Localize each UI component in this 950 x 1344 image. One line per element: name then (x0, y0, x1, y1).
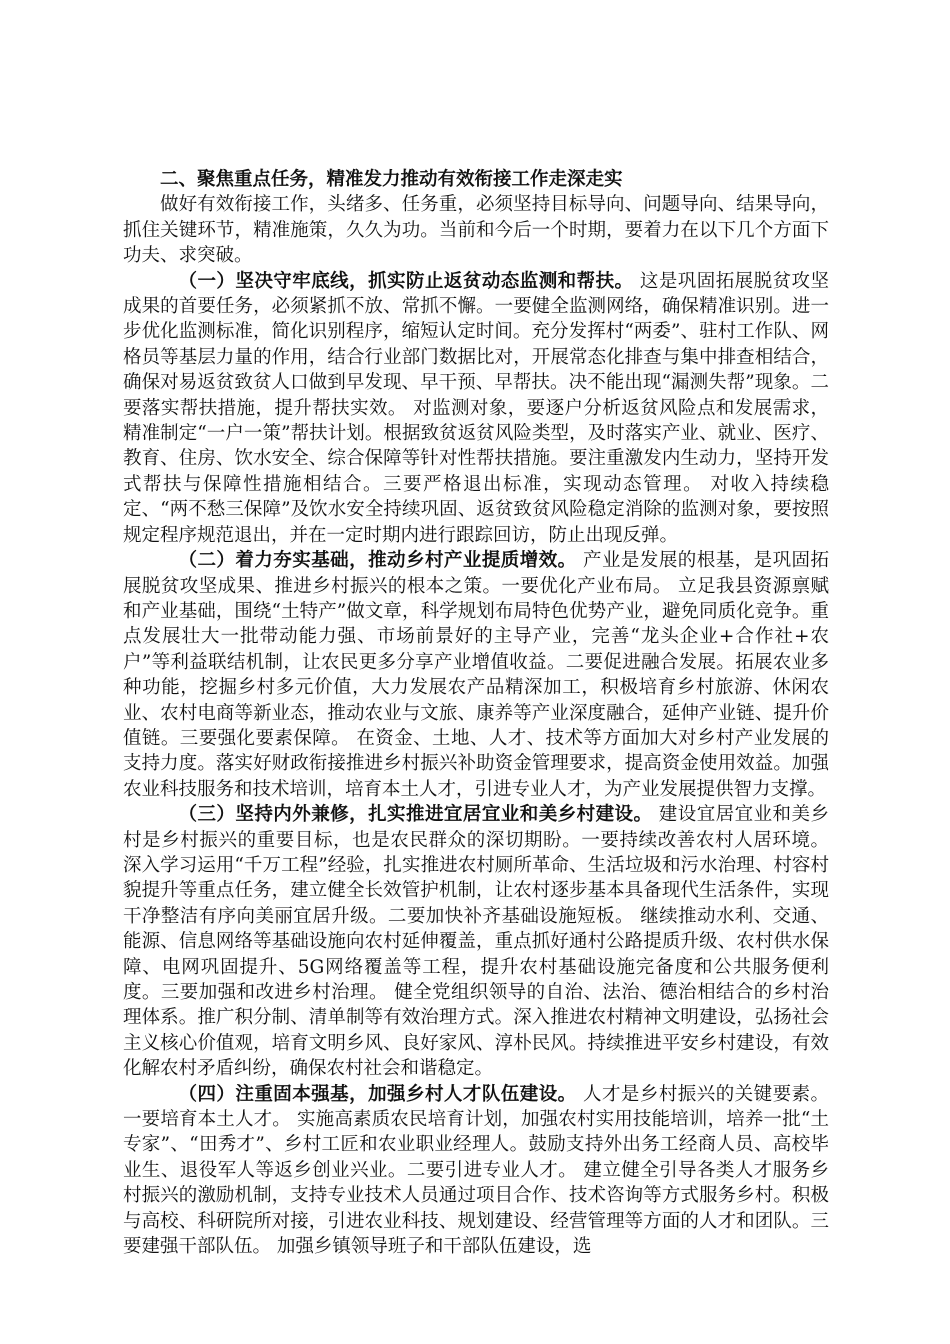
paragraph-2 (123, 548, 829, 802)
paragraph-body: 产业是发展的根基，是巩固拓展脱贫攻坚成果、推进乡村振兴的根本之策。一要优化产业布局。 立足我县资源禀赋和产业基础，围绕“土特产”做文章，科学规划布局特色优势产业，避免同质化竞争。重点发展壮大一批带动能力强、市场前景好的主导产业，完善“龙头企业+合作社+农户”等利益联结机制，让农民更多分享产业增值收益。二要促进融合发展。拓展农业多种功能，挖掘乡村多元价值，大力发展农产品精深加工，积极培育乡村旅游、休闲农业、农村电商等新业态，推动农业与文旅、康养等产业深度融合，延伸产业链、提升价值链。三要强化要素保障。 在资金、土地、人才、技术等方面加大对乡村产业发展的支持力度。落实好财政衔接推进乡村振兴补助资金管理要求，提高资金使用效益。加强农业科技服务和技术培训，培育本土人才，引进专业人才，为产业发展提供智力支撑。 (123, 550, 829, 800)
paragraph-body: 人才是乡村振兴的关键要素。一要培育本土人才。 实施高素质农民培育计划，加强农村实用技能培训，培养一批“土专家”、“田秀才”、乡村工匠和农业职业经理人。鼓励支持外出务工经商人员、高校毕业生、退役军人等返乡创业兴业。二要引进专业人才。 建立健全引导各类人才服务乡村振兴的激励机制，支持专业技术人员通过项目合作、技术咨询等方式服务乡村。积极与高校、科研院所对接，引进农业科技、规划建设、经营管理等方面的人才和团队。三要建强干部队伍。 加强乡镇领导班子和干部队伍建设，选 (123, 1083, 829, 1258)
paragraph-body: 这是巩固拓展脱贫攻坚成果的首要任务，必须紧抓不放、常抓不懈。一要健全监测网络，确保精准识别。进一步优化监测标准，简化识别程序，缩短认定时间。充分发挥村“两委”、驻村工作队、网格员等基层力量的作用，结合行业部门数据比对，开展常态化排查与集中排查相结合，确保对易返贫致贫人口做到早发现、早干预、早帮扶。决不能出现“漏测失帮”现象。二要落实帮扶措施，提升帮扶实效。 对监测对象，要逐户分析返贫风险点和发展需求，精准制定“一户一策”帮扶计划。根据致贫返贫风险类型，及时落实产业、就业、医疗、教育、住房、饮水安全、综合保障等针对性帮扶措施。要注重激发内生动力，坚持开发式帮扶与保障性措施相结合。三要严格退出标准，实现动态管理。 对收入持续稳定、“两不愁三保障”及饮水安全持续巩固、返贫致贫风险稳定消除的监测对象，要按照规定程序规范退出，并在一定时期内进行跟踪回访，防止出现反弹。 (123, 270, 829, 546)
paragraph-lead: （四）注重固本强基，加强乡村人才队伍建设。 (178, 1083, 577, 1105)
paragraph-lead: （二）着力夯实基础，推动乡村产业提质增效。 (178, 550, 577, 572)
paragraph-4 (123, 1082, 829, 1260)
paragraph-lead: （一）坚决守牢底线，抓实防止返贫动态监测和帮扶。 (178, 270, 634, 292)
paragraph-body: 建设宜居宜业和美乡村是乡村振兴的重要目标，也是农民群众的深切期盼。一要持续改善农村人居环境。 深入学习运用“千万工程”经验，扎实推进农村厕所革命、生活垃圾和污水治理、村容村貌提升等重点任务，建立健全长效管护机制，让农村逐步基本具备现代生活条件，实现干净整洁有序向美丽宜居升级。二要加快补齐基础设施短板。 继续推动水利、交通、能源、信息网络等基础设施向农村延伸覆盖，重点抓好通村公路提质升级、农村供水保障、电网巩固提升、5G网络覆盖等工程，提升农村基础设施完备度和公共服务便利度。三要加强和改进乡村治理。 健全党组织领导的自治、法治、德治相结合的乡村治理体系。推广积分制、清单制等有效治理方式。深入推进农村精神文明建设，弘扬社会主义核心价值观，培育文明乡风、良好家风、淳朴民风。持续推进平安乡村建设，有效化解农村矛盾纠纷，确保农村社会和谐稳定。 (123, 804, 829, 1080)
paragraph-lead: （三）坚持内外兼修，扎实推进宜居宜业和美乡村建设。 (178, 804, 653, 826)
document-page (123, 167, 829, 1259)
intro-paragraph: 做好有效衔接工作，头绪多、任务重，必须坚持目标导向、问题导向、结果导向，抓住关键环节，精准施策，久久为功。当前和今后一个时期，要着力在以下几个方面下功夫、求突破。 (123, 194, 829, 267)
paragraph-3 (123, 802, 829, 1081)
paragraph-1 (123, 269, 829, 548)
section-heading: 二、聚焦重点任务，精准发力推动有效衔接工作走深走实 (160, 169, 623, 190)
